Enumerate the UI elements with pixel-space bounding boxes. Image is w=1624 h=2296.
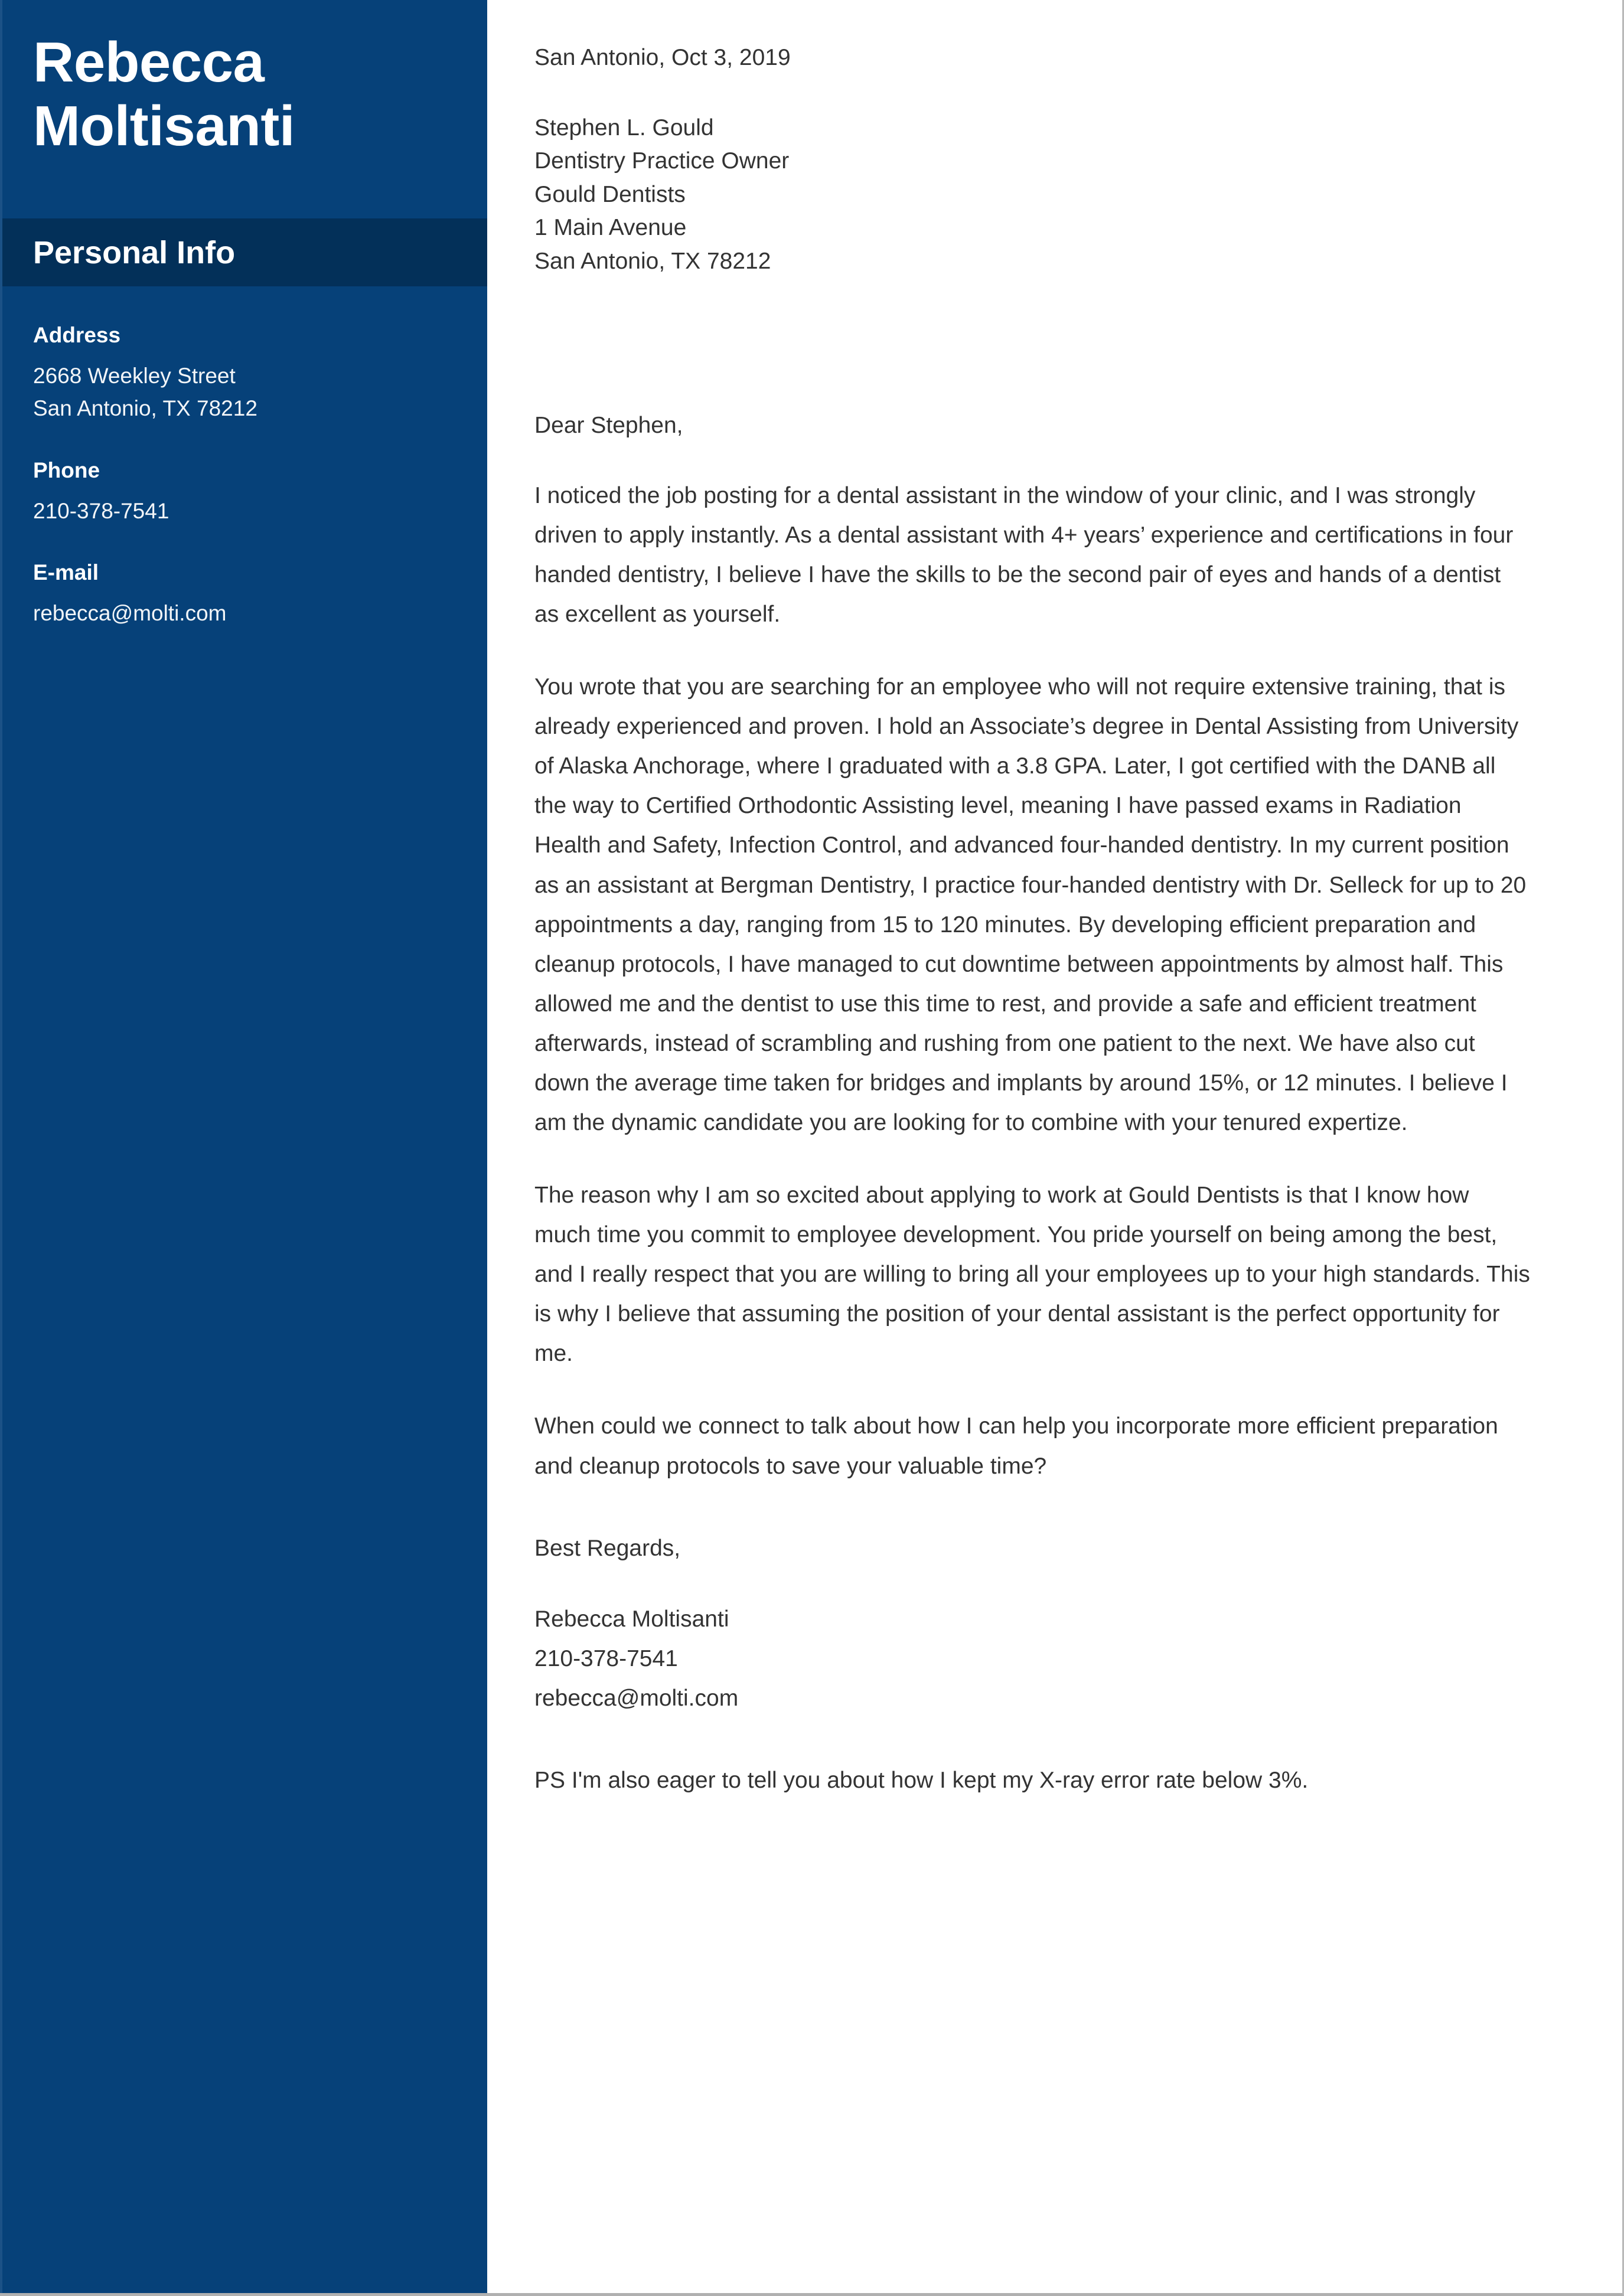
info-group-address [33,321,456,425]
letter-paragraph-1: I noticed the job posting for a dental assistant in the window of your clinic, and I was strongly driven to apply instantly. As a dental assistant with 4+ years’ experience and certifications in four handed dentistry, I believe I have the skills to be the second pair of eyes and hands of a dentist as excellent as yourself. [534,482,1514,628]
sidebar-header [2,0,487,218]
phone-label: Phone [33,458,100,482]
letter-paragraph-2: You wrote that you are searching for an employee who will not require extensive training, that is already experienced and proven. I hold an Associate’s degree in Dental Assisting from University of Alaska Anchorage, where I graduated with a 3.8 GPA. Later, I got certified with the DANB all the way to Certified Orthodontic Assisting level, meaning I have passed exams in Radiation Health and Safety, Infection Control, and advanced four-handed dentistry. In my current position as an assistant at Bergman Dentistry, I practice four-handed dentistry with Dr. Selleck for up to 20 appointments a day, ranging from 15 to 120 minutes. By developing efficient preparation and cleanup protocols, I have managed to cut downtime between appointments by almost half. This allowed me and the dentist to use this time to rest, and provide a safe and efficient treatment afterwards, instead of scrambling and rushing from one patient to the next. We have also cut down the average time taken for bridges and implants by around 15%, or 12 minutes. I believe I am the dynamic candidate you are looking for to combine with your tenured expertize. [534,674,1527,1135]
letter-paragraph-4: When could we connect to talk about how I can help you incorporate more efficient preparation and cleanup protocols to save your valuable time? [534,1413,1498,1479]
letter-salutation: Dear Stephen, [534,413,683,439]
email-label: E-mail [33,560,99,585]
recipient-name: Stephen L. Gould [534,115,714,141]
recipient-title: Dentistry Practice Owner [534,148,790,174]
recipient-block [534,112,1531,279]
address-label: Address [33,323,121,347]
applicant-first-name: Rebecca [33,31,265,94]
letter-content [487,0,1622,2293]
signature-block [534,1599,1531,1718]
recipient-city: San Antonio, TX 78212 [534,248,771,274]
personal-info-title: Personal Info [33,234,236,270]
letter-postscript: PS I'm also eager to tell you about how I kept my X-ray error rate below 3%. [534,1768,1309,1794]
recipient-street: 1 Main Avenue [534,215,687,241]
address-line-2: San Antonio, TX 78212 [33,396,257,421]
letter-paragraph-3: The reason why I am so excited about applying to work at Gould Dentists is that I know how much time you commit to employee development. You pride yourself on being among the best, and I really respect that you are willing to bring all your employees up to your high standards. This is why I believe that assuming the position of your dental assistant is the perfect opportunity for me. [534,1183,1530,1367]
signature-name: Rebecca Moltisanti [534,1606,729,1632]
info-group-email [33,558,456,629]
personal-info-list [2,286,487,630]
applicant-last-name: Moltisanti [33,94,295,158]
letter-sign-off: Best Regards, [534,1535,681,1561]
personal-info-section-header [2,218,487,286]
signature-phone[interactable]: 210-378-7541 [534,1646,678,1672]
letter-date: San Antonio, Oct 3, 2019 [534,45,791,70]
phone-value[interactable]: 210-378-7541 [33,498,169,523]
email-value[interactable]: rebecca@molti.com [33,601,227,626]
signature-email[interactable]: rebecca@molti.com [534,1686,739,1712]
sidebar [0,0,487,2293]
recipient-company: Gould Dentists [534,181,686,207]
info-group-phone [33,456,456,527]
address-line-1: 2668 Weekley Street [33,363,236,388]
